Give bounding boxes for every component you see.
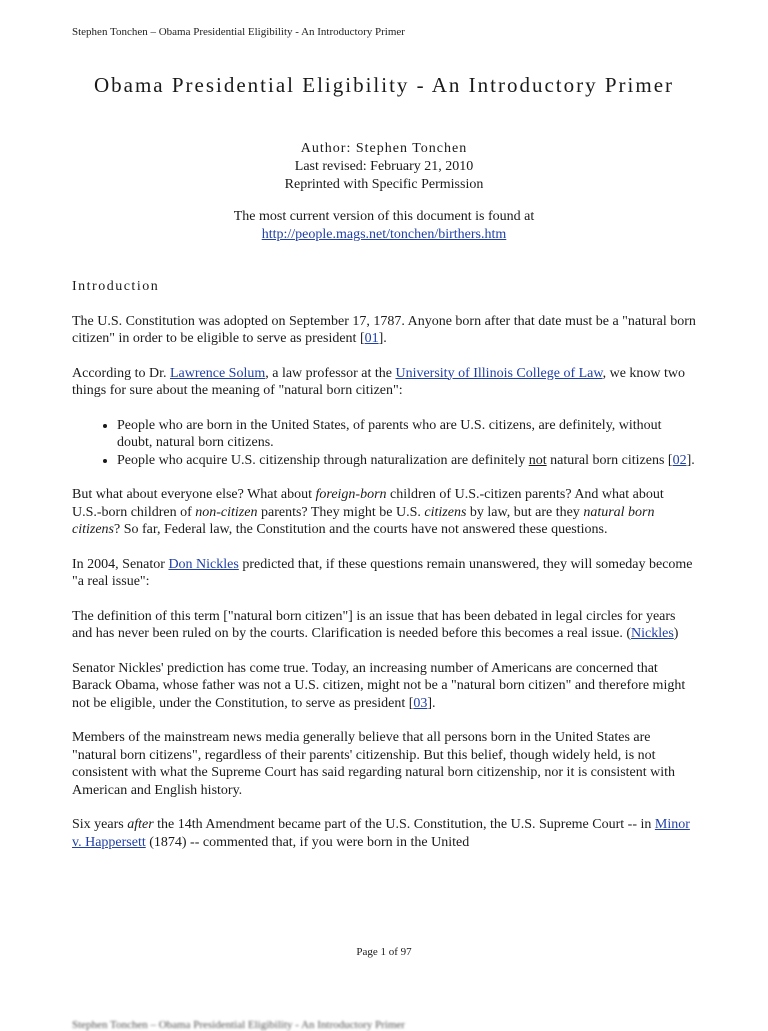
current-version-text: The most current version of this document is found at: [233, 209, 535, 224]
footnote-link-01[interactable]: 01: [364, 331, 379, 346]
reprint-line: Reprinted with Specific Permission: [284, 177, 484, 192]
page-number-footer: Page 1 of 97: [356, 946, 412, 958]
link-university-illinois[interactable]: University of Illinois College of Law: [395, 365, 603, 381]
paragraph-6: Senator Nickles' prediction has come true. Today, an increasing number of Americans are concerned that Barack Obama, whose father was not a U.S. citizen, might not be a "natural born citizen" and therefore might not be eligible, under the Constitution, to serve as president [03].: [72, 660, 686, 711]
revised-line: Last revised: February 21, 2010: [294, 159, 474, 174]
paragraph-1: The U.S. Constitution was adopted on September 17, 1787. Anyone born after that date must be a "natural born citizen" in order to be eligible to serve as president [01].: [72, 313, 696, 346]
current-version-note: [60, 208, 708, 244]
bullet-list: [72, 417, 696, 470]
document-title: Obama Presidential Eligibility - An Introductory Primer: [93, 73, 675, 97]
author-line: Author: Stephen Tonchen: [300, 141, 468, 156]
link-minor-v-happersett[interactable]: Minor v. Happersett: [72, 817, 690, 850]
link-lawrence-solum[interactable]: Lawrence Solum: [169, 365, 266, 381]
next-page-header: Stephen Tonchen – Obama Presidential Eligibility - An Introductory Primer: [72, 1019, 405, 1031]
link-don-nickles[interactable]: Don Nickles: [168, 556, 239, 572]
paragraph-8: Six years after the 14th Amendment became part of the U.S. Constitution, the U.S. Supreme Court -- in Minor v. Happersett (1874) -- commented that, if you were born in the United: [72, 817, 690, 850]
paragraph-2: According to Dr. Lawrence Solum, a law professor at the University of Illinois College of Law, we know two things for sure about the meaning of "natural born citizen":: [72, 365, 686, 398]
paragraph-3: But what about everyone else? What about foreign-born children of U.S.-citizen parents? And what about U.S.-born children of non-citizen parents? They might be U.S. citizens by law, but are they natural born citizens? So far, Federal law, the Constitution and the courts have not answered these questions.: [72, 487, 664, 537]
link-nickles[interactable]: Nickles: [631, 626, 674, 641]
underlined-not: not: [528, 452, 547, 468]
footnote-link-03[interactable]: 03: [413, 695, 428, 711]
paragraph-5-quote: The definition of this term ["natural born citizen"] is an issue that has been debated in legal circles for years and has never been ruled on by the courts. Clarification is needed before this becomes a real issue. (Nickles): [72, 608, 679, 641]
document-meta: [60, 140, 708, 194]
paragraph-7: Members of the mainstream news media generally believe that all persons born in the United States are "natural born citizens", regardless of their parents' citizenship. But this belief, though widely held, is not consistent with what the Supreme Court has said regarding natural born citizenship, nor it is consistent with American and English history.: [72, 730, 676, 798]
running-header: Stephen Tonchen – Obama Presidential Eligibility - An Introductory Primer: [72, 26, 405, 38]
current-version-link[interactable]: http://people.mags.net/tonchen/birthers.htm: [261, 227, 507, 242]
document-body: [72, 278, 696, 868]
section-heading: Introduction: [72, 279, 160, 294]
paragraph-4: In 2004, Senator Don Nickles predicted that, if these questions remain unanswered, they will someday become "a real issue":: [72, 556, 693, 589]
bullet-item-1: • People who are born in the United States, of parents who are U.S. citizens, are definitely, without doubt, natural born citizens.: [117, 417, 696, 452]
footnote-link-02[interactable]: 02: [672, 452, 687, 468]
bullet-item-2: • People who acquire U.S. citizenship through naturalization are definitely not natural born citizens [02].: [117, 452, 696, 470]
